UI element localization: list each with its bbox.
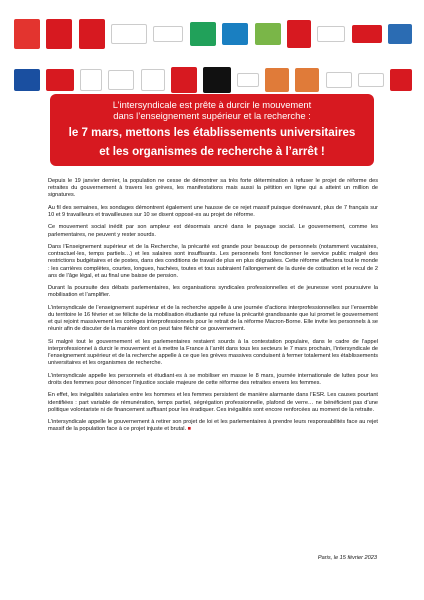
union-logo-row1-4 <box>111 24 147 44</box>
paragraph-6: L’intersyndicale de l’enseignement supérieur et de la recherche appelle à une journée d’actions interprofessionnelles sur l’ensemble du territoire le 16 février et se félicite de la mobilisation étudiante qui refuse la précarité grandissante que lui promet le gouvernement et qui rejoint massivement les cortèges interprofessionnels pour le retrait de la réforme Macron-Borne. Elle invite les personnels à se réunir afin de discuter de la manière dont on peut faire fléchir ce gouvernement. <box>48 304 378 333</box>
union-logo-row2-1 <box>14 69 40 91</box>
union-logo-row2-8 <box>237 73 259 87</box>
union-logo-row2-10 <box>295 68 319 92</box>
end-mark: ■ <box>187 426 192 433</box>
union-logo-row2-2 <box>46 69 74 91</box>
paragraph-10-text: L’intersyndicale appelle le gouvernement à retirer son projet de loi et les parlementaires à prendre leurs responsabilités face au rejet massif de la population face à ce projet injuste et brutal. <box>48 419 378 433</box>
banner-headline-2: et les organismes de recherche à l’arrêt ! <box>99 144 325 158</box>
union-logos <box>14 14 412 106</box>
union-logo-row2-9 <box>265 68 289 92</box>
union-logo-row1-2 <box>46 19 72 49</box>
title-banner <box>50 94 374 166</box>
banner-subtitle-1: L’intersyndicale est prête à durcir le mouvement <box>112 99 312 110</box>
paragraph-2: Au fil des semaines, les sondages démontrent également une hausse de ce rejet massif puisque dorénavant, plus de 7 français sur 10 et 9 travailleurs et travailleuses sur 10 se disent opposé·es au projet de réforme. <box>48 204 378 218</box>
union-logo-row1-5 <box>153 26 183 42</box>
paragraph-10 <box>48 419 378 433</box>
union-logo-row1-12 <box>388 24 412 44</box>
paragraph-9: En effet, les inégalités salariales entre les hommes et les femmes persistent de manière alarmante dans l’ESR. Les causes pourtant identifiées : part variable de rémunération, temps partiel, ségrégation professionnelle, plafond de verre… ne bénéficient pas d’une politique volontariste ni de financement suffisant pour les éradiquer. Ces inégalités sont encore renforcées au moment de la retraite. <box>48 392 378 413</box>
paragraph-5: Durant la poursuite des débats parlementaires, les organisations syndicales professionnelles et de jeunesse vont poursuivre la mobilisation et l’amplifier. <box>48 285 378 299</box>
union-logo-row2-11 <box>326 72 352 88</box>
logo-row-1 <box>14 14 412 54</box>
paragraph-1: Depuis le 19 janvier dernier, la population ne cesse de démontrer sa très forte détermination à refuser le projet de réforme des retraites du gouvernement à travers les grèves, les manifestations mais aussi la pétition en ligne qui a atteint un million de signatures. <box>48 178 378 199</box>
union-logo-row2-13 <box>390 69 412 91</box>
union-logo-row1-10 <box>317 26 345 42</box>
banner-headline-1: le 7 mars, mettons les établissements universitaires <box>68 126 356 139</box>
paragraph-7: Si malgré tout le gouvernement et les parlementaires restaient sourds à la contestation populaire, dans le cadre de l’appel interprofessionnel à durcir le mouvement et à mettre la France à l’arrêt dans tous les secteurs le 7 mars prochain, l’intersyndicale de l’enseignement supérieur et de la recherche appelle à ce que les grèves massives conduisent à fermer totalement les établissements universitaires et les organismes de recherche. <box>48 338 378 367</box>
union-logo-row1-7 <box>222 23 248 45</box>
union-logo-row1-1 <box>14 19 40 49</box>
union-logo-row2-3 <box>80 69 102 91</box>
banner-subtitle-2: dans l’enseignement supérieur et la recherche : <box>113 110 311 121</box>
union-logo-row2-7 <box>203 67 231 93</box>
union-logo-row2-12 <box>358 73 384 87</box>
union-logo-row2-4 <box>108 70 134 90</box>
union-logo-row2-5 <box>141 69 165 91</box>
union-logo-row1-6 <box>190 22 216 46</box>
union-logo-row1-11 <box>352 25 382 43</box>
paragraph-8: L’intersyndicale appelle les personnels et étudiant·es à se mobiliser en masse le 8 mars, journée internationale de luttes pour les droits des femmes pour dénoncer l’injustice sociale majeure de cette réforme des retraites envers les femmes. <box>48 372 378 386</box>
paragraph-4: Dans l’Enseignement supérieur et de la Recherche, la précarité est grande pour beaucoup de personnels (notamment vacataires, contractuel·les, temps partiels…) et les salaires sont insuffisants. Les personnels font fonctionner le service public malgré des restrictions budgétaires et de postes, dans des conditions de travail de plus en plus dégradées. Cette réforme affectera tout le monde : les carrières complètes, courtes, longues, hachées, toutes et tous subiraient l’allongement de la durée de cotisation et le recul de 2 ans de l’âge légal, et au final une baisse de pension. <box>48 243 378 279</box>
union-logo-row1-8 <box>255 23 281 45</box>
statement-body <box>48 178 378 439</box>
paragraph-3: Ce mouvement social inédit par son ampleur est désormais ancré dans le paysage social. Le gouvernement, comme les parlementaires, ne peuvent y rester sourds. <box>48 224 378 238</box>
union-logo-row1-9 <box>287 20 311 48</box>
union-logo-row2-6 <box>171 67 197 93</box>
union-logo-row1-3 <box>79 19 105 49</box>
date-signoff: Paris, le 15 février 2023 <box>317 555 377 561</box>
